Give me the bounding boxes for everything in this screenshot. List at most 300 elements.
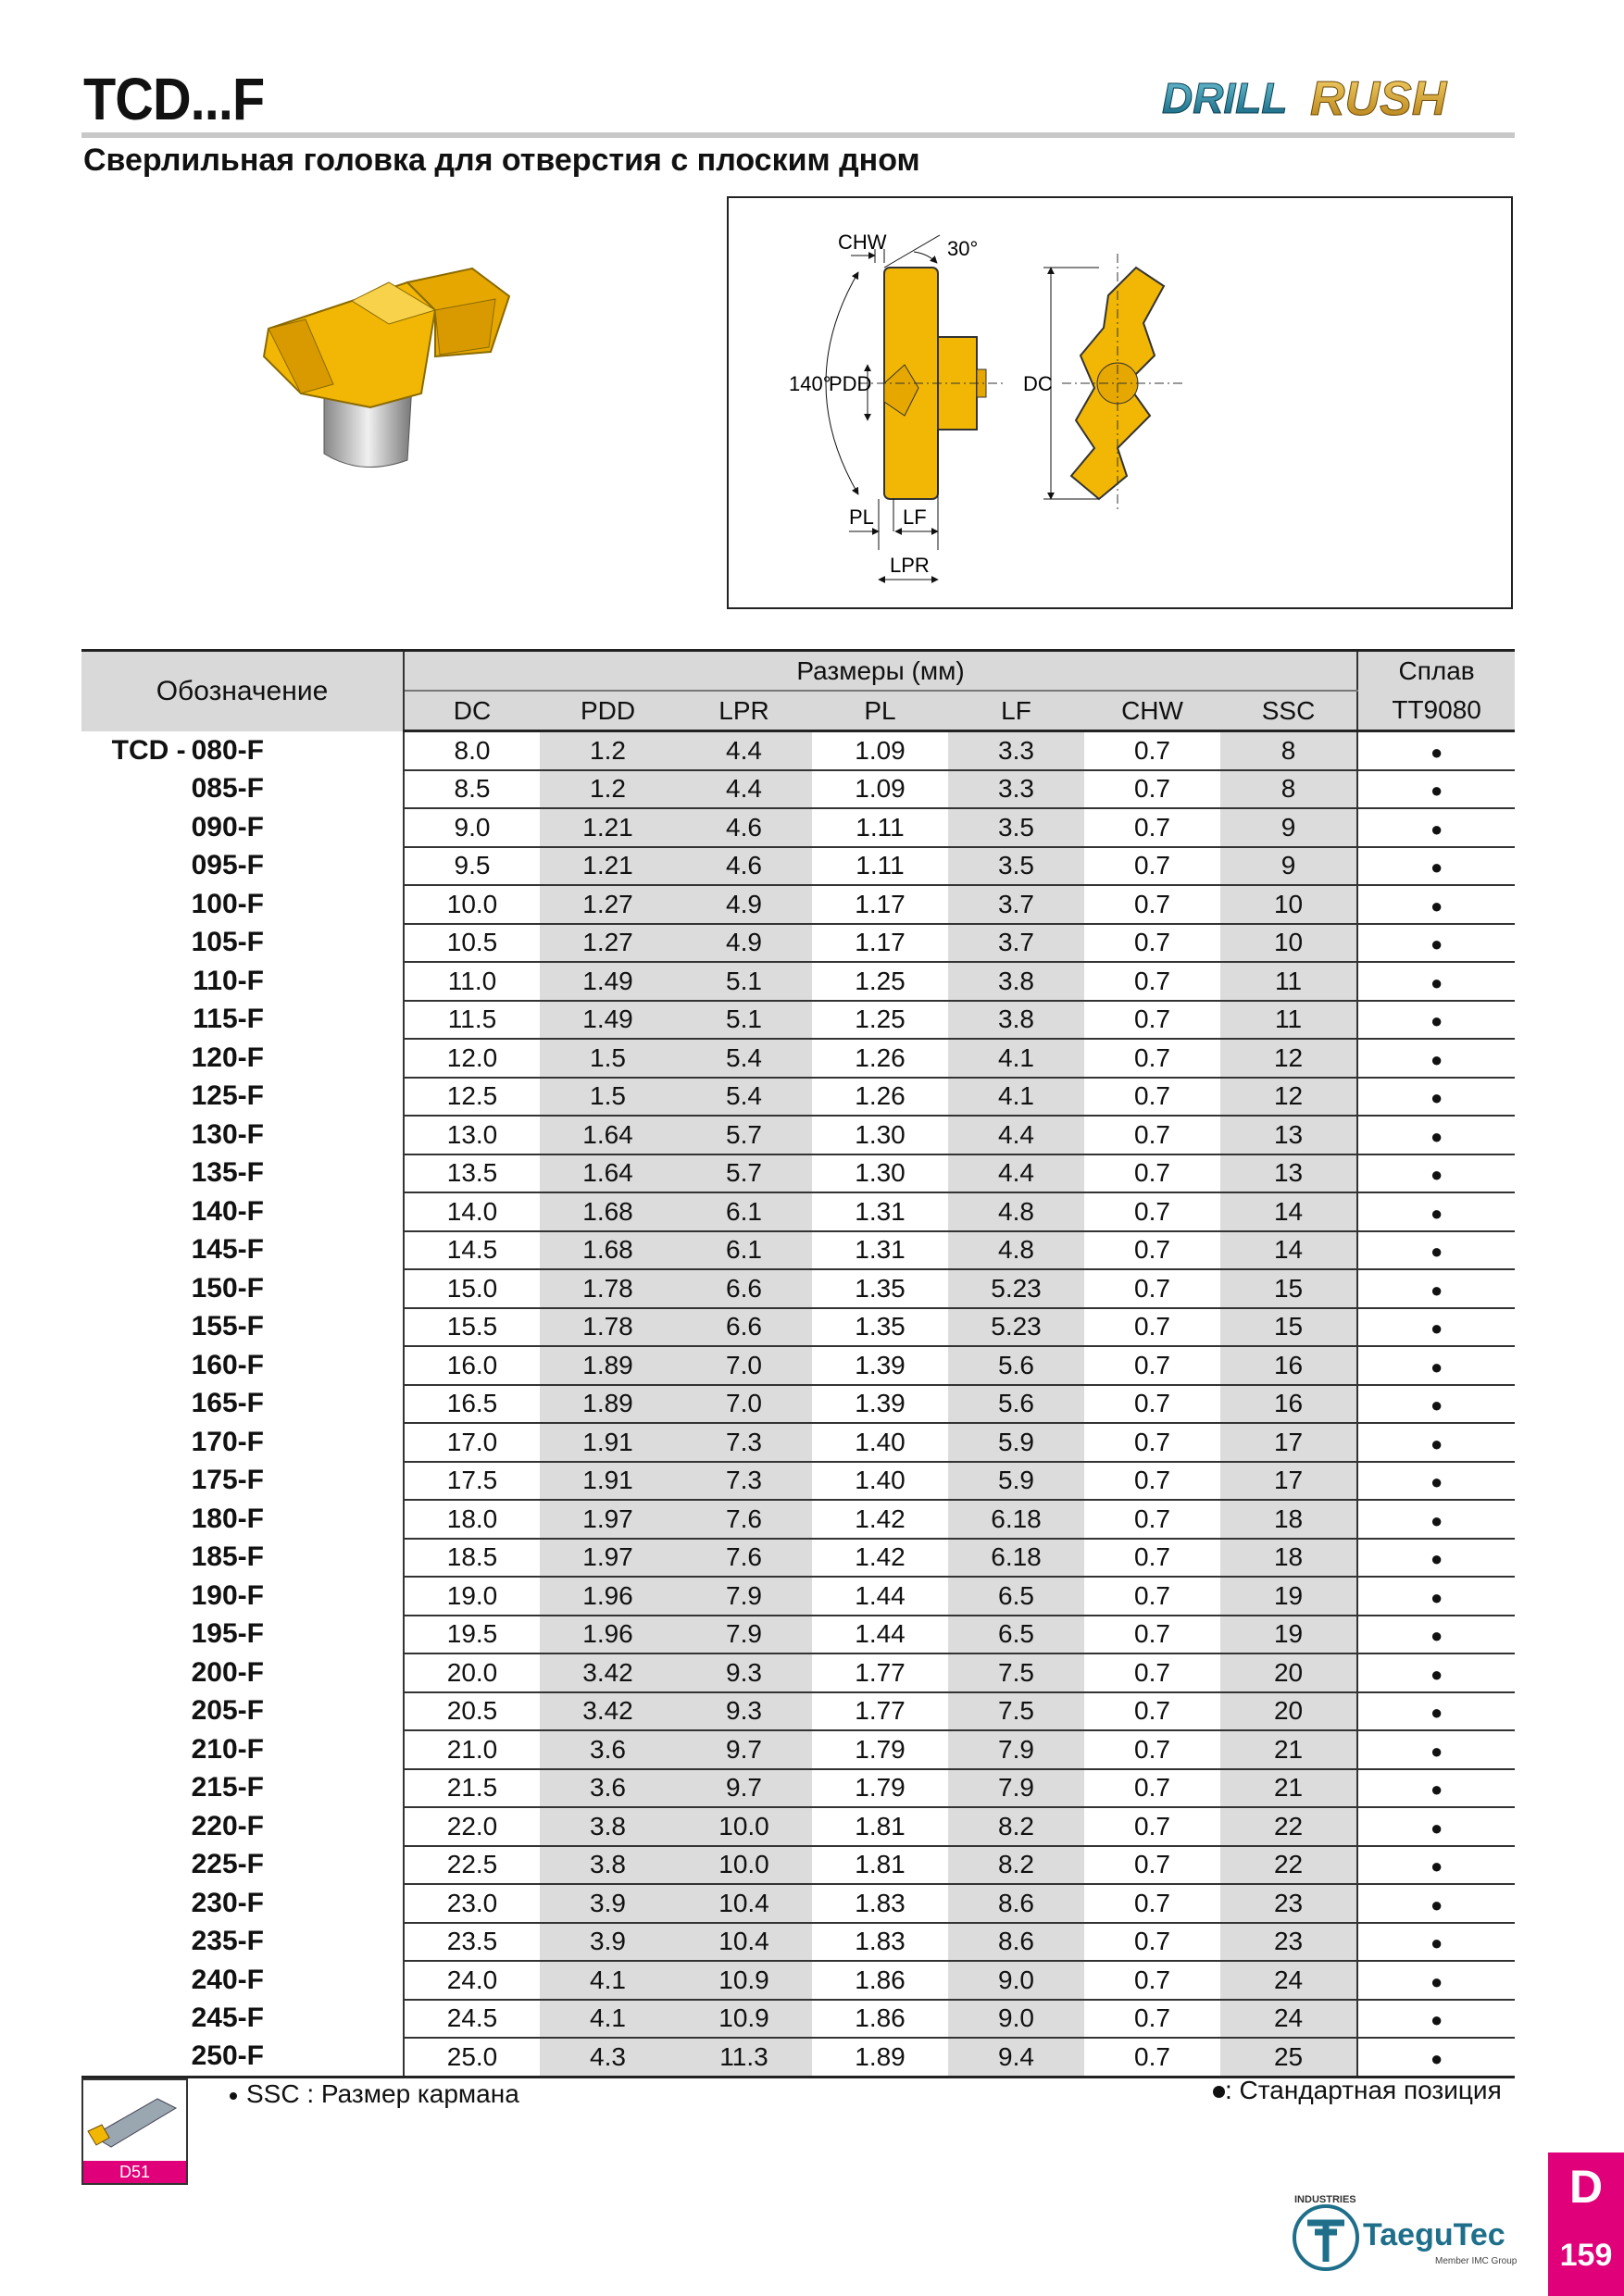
- cell-lf: 8.6: [948, 1884, 1084, 1923]
- cell-chw: 0.7: [1084, 2000, 1220, 2039]
- cell-lf: 4.1: [948, 1039, 1084, 1078]
- cell-dc: 18.5: [404, 1539, 540, 1578]
- cell-chw: 0.7: [1084, 1154, 1220, 1193]
- cell-chw: 0.7: [1084, 924, 1220, 963]
- cell-alloy-availability: [1357, 1769, 1515, 1808]
- cell-pl: 1.79: [812, 1769, 948, 1808]
- designation-cell: [81, 1539, 404, 1578]
- cell-pl: 1.44: [812, 1616, 948, 1654]
- standard-item-marker: ●: [1430, 932, 1443, 956]
- designation-cell: [81, 1423, 404, 1462]
- ssc-footnote: [230, 2079, 519, 2109]
- standard-item-marker: ●: [1430, 1163, 1443, 1187]
- cell-pl: 1.25: [812, 962, 948, 1001]
- section-tab[interactable]: [1548, 2152, 1624, 2296]
- cell-pdd: 1.2: [540, 770, 676, 809]
- designation-cell: [81, 847, 404, 886]
- cell-ssc: 10: [1220, 924, 1357, 963]
- cell-ssc: 13: [1220, 1116, 1357, 1154]
- cell-lf: 9.0: [948, 1961, 1084, 2000]
- designation-code: 150-F: [191, 1272, 264, 1304]
- cell-pl: 1.77: [812, 1653, 948, 1692]
- cell-dc: 20.0: [404, 1653, 540, 1692]
- cell-lf: 8.2: [948, 1807, 1084, 1846]
- designation-cell: [81, 2038, 404, 2077]
- cell-chw: 0.7: [1084, 1192, 1220, 1231]
- cell-chw: 0.7: [1084, 1884, 1220, 1923]
- cell-alloy-availability: [1357, 1577, 1515, 1616]
- cell-dc: 16.0: [404, 1346, 540, 1385]
- label-lpr: LPR: [890, 554, 930, 577]
- table-row: [81, 1154, 1515, 1193]
- cell-chw: 0.7: [1084, 2038, 1220, 2077]
- table-row: [81, 1769, 1515, 1808]
- designation-cell: [81, 885, 404, 924]
- cell-alloy-availability: [1357, 731, 1515, 770]
- standard-item-marker: ●: [1430, 1278, 1443, 1302]
- designation-cell: [81, 1961, 404, 2000]
- cell-dc: 9.0: [404, 808, 540, 847]
- designation-cell: [81, 1730, 404, 1769]
- cell-lpr: 4.6: [676, 808, 812, 847]
- cell-lf: 6.18: [948, 1500, 1084, 1539]
- table-row: [81, 1730, 1515, 1769]
- designation-code: 155-F: [191, 1311, 264, 1342]
- cell-alloy-availability: [1357, 1385, 1515, 1424]
- table-row: [81, 808, 1515, 847]
- cell-pdd: 1.68: [540, 1231, 676, 1270]
- table-row: [81, 1884, 1515, 1923]
- cell-dc: 19.5: [404, 1616, 540, 1654]
- table-row: [81, 1308, 1515, 1347]
- cell-pdd: 1.64: [540, 1116, 676, 1154]
- designation-cell: [81, 1269, 404, 1308]
- cell-pdd: 1.21: [540, 808, 676, 847]
- cell-lf: 7.5: [948, 1653, 1084, 1692]
- cell-pl: 1.35: [812, 1269, 948, 1308]
- cell-pdd: 4.1: [540, 2000, 676, 2039]
- cell-pdd: 3.9: [540, 1884, 676, 1923]
- cell-dc: 8.5: [404, 770, 540, 809]
- cell-chw: 0.7: [1084, 1078, 1220, 1117]
- cell-ssc: 9: [1220, 808, 1357, 847]
- cell-lpr: 7.3: [676, 1462, 812, 1501]
- cell-lf: 3.8: [948, 962, 1084, 1001]
- cell-pdd: 1.96: [540, 1616, 676, 1654]
- cell-dc: 16.5: [404, 1385, 540, 1424]
- designation-cell: [81, 770, 404, 809]
- cell-lf: 9.4: [948, 2038, 1084, 2077]
- section-letter: D: [1568, 2161, 1604, 2213]
- designation-cell: [81, 808, 404, 847]
- cell-pl: 1.31: [812, 1231, 948, 1270]
- designation-cell: [81, 1807, 404, 1846]
- cell-ssc: 19: [1220, 1577, 1357, 1616]
- cell-lf: 5.9: [948, 1462, 1084, 1501]
- cell-ssc: 18: [1220, 1500, 1357, 1539]
- cell-alloy-availability: [1357, 1500, 1515, 1539]
- cell-chw: 0.7: [1084, 1423, 1220, 1462]
- cell-lpr: 4.4: [676, 770, 812, 809]
- designation-code: 175-F: [191, 1465, 264, 1496]
- designation-prefix: TCD -: [111, 734, 186, 766]
- designation-code: 180-F: [191, 1503, 264, 1534]
- cell-ssc: 11: [1220, 962, 1357, 1001]
- standard-item-marker: ●: [1430, 1009, 1443, 1033]
- cell-dc: 15.0: [404, 1269, 540, 1308]
- cell-pdd: 3.6: [540, 1730, 676, 1769]
- standard-item-text: : Стандартная позиция: [1225, 2076, 1502, 2104]
- header-lf: LF: [948, 691, 1084, 731]
- cell-alloy-availability: [1357, 1001, 1515, 1040]
- table-row: [81, 885, 1515, 924]
- designation-cell: [81, 1923, 404, 1962]
- designation-code: 185-F: [191, 1541, 264, 1573]
- cell-pl: 1.83: [812, 1884, 948, 1923]
- dimension-diagram: [727, 196, 1513, 609]
- cell-pdd: 1.5: [540, 1078, 676, 1117]
- cell-dc: 20.5: [404, 1692, 540, 1731]
- cell-pdd: 1.78: [540, 1308, 676, 1347]
- designation-code: 120-F: [191, 1042, 264, 1073]
- cell-ssc: 22: [1220, 1846, 1357, 1885]
- designation-code: 085-F: [191, 773, 264, 805]
- designation-code: 240-F: [191, 1964, 264, 1995]
- standard-item-marker: ●: [1430, 1778, 1443, 1802]
- cell-ssc: 19: [1220, 1616, 1357, 1654]
- cell-lpr: 6.6: [676, 1269, 812, 1308]
- cell-dc: 12.0: [404, 1039, 540, 1078]
- designation-cell: [81, 1192, 404, 1231]
- table-row: [81, 1462, 1515, 1501]
- cell-lf: 7.5: [948, 1692, 1084, 1731]
- cell-alloy-availability: [1357, 1039, 1515, 1078]
- cell-dc: 22.0: [404, 1807, 540, 1846]
- cell-chw: 0.7: [1084, 1769, 1220, 1808]
- cell-pl: 1.30: [812, 1116, 948, 1154]
- cell-chw: 0.7: [1084, 1692, 1220, 1731]
- designation-cell: [81, 1500, 404, 1539]
- cell-alloy-availability: [1357, 1846, 1515, 1885]
- designation-code: 125-F: [191, 1080, 264, 1112]
- designation-cell: [81, 1616, 404, 1654]
- cell-ssc: 15: [1220, 1308, 1357, 1347]
- designation-code: 195-F: [191, 1618, 264, 1650]
- cell-ssc: 24: [1220, 1961, 1357, 2000]
- cell-pdd: 1.78: [540, 1269, 676, 1308]
- designation-cell: [81, 924, 404, 963]
- designation-cell: [81, 2000, 404, 2039]
- cell-alloy-availability: [1357, 1462, 1515, 1501]
- designation-code: 200-F: [191, 1656, 264, 1688]
- cell-chw: 0.7: [1084, 1577, 1220, 1616]
- cell-ssc: 20: [1220, 1653, 1357, 1692]
- cell-pdd: 1.97: [540, 1500, 676, 1539]
- cell-pl: 1.11: [812, 808, 948, 847]
- standard-item-marker: ●: [1430, 1201, 1443, 1225]
- cell-pdd: 1.96: [540, 1577, 676, 1616]
- cell-chw: 0.7: [1084, 1923, 1220, 1962]
- cell-alloy-availability: [1357, 1653, 1515, 1692]
- cell-alloy-availability: [1357, 1539, 1515, 1578]
- cell-pl: 1.40: [812, 1423, 948, 1462]
- cell-chw: 0.7: [1084, 885, 1220, 924]
- cell-lf: 3.5: [948, 847, 1084, 886]
- cell-pdd: 3.9: [540, 1923, 676, 1962]
- cell-alloy-availability: [1357, 1154, 1515, 1193]
- cell-chw: 0.7: [1084, 1462, 1220, 1501]
- table-row: [81, 1616, 1515, 1654]
- designation-cell: [81, 1308, 404, 1347]
- cell-lf: 8.2: [948, 1846, 1084, 1885]
- table-row: [81, 1231, 1515, 1270]
- standard-item-marker: ●: [1430, 1816, 1443, 1840]
- header-ssc: SSC: [1220, 691, 1357, 731]
- cell-ssc: 17: [1220, 1423, 1357, 1462]
- cell-dc: 13.5: [404, 1154, 540, 1193]
- cell-dc: 24.5: [404, 2000, 540, 2039]
- table-row: [81, 1001, 1515, 1040]
- cell-lpr: 5.4: [676, 1039, 812, 1078]
- header-dc: DC: [404, 691, 540, 731]
- standard-item-marker: ●: [1430, 1086, 1443, 1110]
- header-dimensions: Размеры (мм): [404, 651, 1357, 692]
- cell-ssc: 12: [1220, 1039, 1357, 1078]
- cell-alloy-availability: [1357, 962, 1515, 1001]
- cell-chw: 0.7: [1084, 808, 1220, 847]
- cell-chw: 0.7: [1084, 1269, 1220, 1308]
- cell-pl: 1.81: [812, 1807, 948, 1846]
- cell-pl: 1.83: [812, 1923, 948, 1962]
- cell-alloy-availability: [1357, 1231, 1515, 1270]
- cell-alloy-availability: [1357, 1961, 1515, 2000]
- cell-pl: 1.09: [812, 770, 948, 809]
- designation-cell: [81, 1039, 404, 1078]
- designation-code: 135-F: [191, 1157, 264, 1189]
- cell-pl: 1.26: [812, 1039, 948, 1078]
- table-row: [81, 2000, 1515, 2039]
- cell-lpr: 10.9: [676, 1961, 812, 2000]
- cell-dc: 18.0: [404, 1500, 540, 1539]
- cell-alloy-availability: [1357, 847, 1515, 886]
- table-row: [81, 1269, 1515, 1308]
- designation-code: 215-F: [191, 1772, 264, 1803]
- cell-ssc: 22: [1220, 1807, 1357, 1846]
- cell-lpr: 9.3: [676, 1692, 812, 1731]
- cell-lpr: 5.1: [676, 962, 812, 1001]
- standard-item-marker: ●: [1430, 1931, 1443, 1955]
- cell-pdd: 3.42: [540, 1692, 676, 1731]
- cell-lpr: 9.3: [676, 1653, 812, 1692]
- cell-chw: 0.7: [1084, 731, 1220, 770]
- cell-lpr: 10.0: [676, 1807, 812, 1846]
- header-chw: CHW: [1084, 691, 1220, 731]
- cell-pdd: 1.89: [540, 1385, 676, 1424]
- cell-chw: 0.7: [1084, 962, 1220, 1001]
- table-row: [81, 962, 1515, 1001]
- header-lpr: LPR: [676, 691, 812, 731]
- standard-item-marker: ●: [1430, 1470, 1443, 1494]
- designation-cell: [81, 1846, 404, 1885]
- cell-lpr: 5.1: [676, 1001, 812, 1040]
- cell-chw: 0.7: [1084, 1653, 1220, 1692]
- standard-item-marker: ●: [1430, 1739, 1443, 1763]
- cell-alloy-availability: [1357, 1346, 1515, 1385]
- cell-lf: 6.18: [948, 1539, 1084, 1578]
- cell-ssc: 24: [1220, 2000, 1357, 2039]
- cell-pl: 1.35: [812, 1308, 948, 1347]
- designation-cell: [81, 1769, 404, 1808]
- standard-item-marker: ●: [1430, 1240, 1443, 1264]
- cell-ssc: 14: [1220, 1192, 1357, 1231]
- standard-item-marker: ●: [1430, 817, 1443, 841]
- header-alloy-group: Сплав: [1357, 651, 1515, 692]
- cell-lf: 5.9: [948, 1423, 1084, 1462]
- standard-item-marker: ●: [1430, 1316, 1443, 1341]
- cell-pdd: 3.6: [540, 1769, 676, 1808]
- cell-lf: 3.3: [948, 731, 1084, 770]
- standard-item-marker: ●: [1430, 1431, 1443, 1455]
- cell-lpr: 4.6: [676, 847, 812, 886]
- cell-lpr: 5.7: [676, 1154, 812, 1193]
- standard-item-marker: ●: [1430, 1393, 1443, 1417]
- cell-chw: 0.7: [1084, 1730, 1220, 1769]
- spec-table: [81, 649, 1515, 2078]
- designation-code: 140-F: [191, 1195, 264, 1227]
- designation-cell: [81, 1154, 404, 1193]
- cell-ssc: 13: [1220, 1154, 1357, 1193]
- cell-ssc: 16: [1220, 1385, 1357, 1424]
- cell-pl: 1.86: [812, 2000, 948, 2039]
- cell-pl: 1.39: [812, 1346, 948, 1385]
- cell-lpr: 6.6: [676, 1308, 812, 1347]
- cell-ssc: 8: [1220, 770, 1357, 809]
- cell-pl: 1.31: [812, 1192, 948, 1231]
- standard-item-marker: ●: [1430, 2046, 1443, 2070]
- designation-cell: [81, 1116, 404, 1154]
- cell-pl: 1.39: [812, 1385, 948, 1424]
- cell-dc: 22.5: [404, 1846, 540, 1885]
- cell-ssc: 21: [1220, 1730, 1357, 1769]
- cell-dc: 19.0: [404, 1577, 540, 1616]
- cell-pl: 1.44: [812, 1577, 948, 1616]
- table-row: [81, 1078, 1515, 1117]
- cell-alloy-availability: [1357, 1078, 1515, 1117]
- cell-lpr: 10.0: [676, 1846, 812, 1885]
- reference-thumbnail[interactable]: [81, 2078, 188, 2185]
- designation-code: 145-F: [191, 1234, 264, 1266]
- cell-pdd: 4.1: [540, 1961, 676, 2000]
- designation-code: 190-F: [191, 1579, 264, 1611]
- designation-code: 105-F: [191, 927, 264, 958]
- cell-alloy-availability: [1357, 770, 1515, 809]
- table-row: [81, 1923, 1515, 1962]
- cell-pdd: 1.21: [540, 847, 676, 886]
- cell-alloy-availability: [1357, 808, 1515, 847]
- cell-alloy-availability: [1357, 1884, 1515, 1923]
- table-row: [81, 1116, 1515, 1154]
- cell-pl: 1.17: [812, 924, 948, 963]
- cell-pl: 1.42: [812, 1500, 948, 1539]
- cell-lpr: 5.7: [676, 1116, 812, 1154]
- cell-ssc: 8: [1220, 731, 1357, 770]
- cell-lf: 4.4: [948, 1116, 1084, 1154]
- standard-item-marker: ●: [1430, 779, 1443, 803]
- standard-item-marker: ●: [1430, 1624, 1443, 1648]
- cell-lf: 6.5: [948, 1616, 1084, 1654]
- table-row: [81, 731, 1515, 770]
- standard-item-marker: ●: [1430, 740, 1443, 764]
- designation-cell: [81, 1884, 404, 1923]
- header-designation: Обозначение: [81, 651, 404, 731]
- cell-alloy-availability: [1357, 1923, 1515, 1962]
- cell-lpr: 7.6: [676, 1500, 812, 1539]
- cell-dc: 10.5: [404, 924, 540, 963]
- cell-lpr: 10.9: [676, 2000, 812, 2039]
- logo-text: TaeguTec: [1363, 2217, 1505, 2252]
- designation-code: 130-F: [191, 1118, 264, 1150]
- designation-code: 115-F: [193, 1004, 264, 1035]
- cell-lpr: 7.3: [676, 1423, 812, 1462]
- cell-pdd: 1.27: [540, 924, 676, 963]
- cell-pl: 1.26: [812, 1078, 948, 1117]
- designation-code: 245-F: [191, 2003, 264, 2034]
- cell-lf: 6.5: [948, 1577, 1084, 1616]
- cell-ssc: 15: [1220, 1269, 1357, 1308]
- cell-dc: 24.0: [404, 1961, 540, 2000]
- cell-chw: 0.7: [1084, 1001, 1220, 1040]
- label-pl: PL: [849, 505, 874, 529]
- cell-dc: 15.5: [404, 1308, 540, 1347]
- cell-pl: 1.30: [812, 1154, 948, 1193]
- label-angle-140: 140°: [789, 372, 831, 395]
- cell-alloy-availability: [1357, 1692, 1515, 1731]
- logo-member-text: Member IMC Group: [1435, 2256, 1518, 2266]
- cell-pl: 1.81: [812, 1846, 948, 1885]
- designation-cell: [81, 731, 404, 770]
- designation-code: 080-F: [191, 734, 264, 766]
- cell-lf: 3.8: [948, 1001, 1084, 1040]
- standard-item-marker: ●: [1430, 970, 1443, 994]
- cell-pdd: 1.91: [540, 1462, 676, 1501]
- standard-item-marker: ●: [1430, 1047, 1443, 1071]
- designation-code: 110-F: [193, 965, 264, 996]
- designation-code: 210-F: [191, 1733, 264, 1765]
- cell-lpr: 10.4: [676, 1923, 812, 1962]
- cell-lpr: 7.9: [676, 1616, 812, 1654]
- cell-lpr: 6.1: [676, 1192, 812, 1231]
- cell-lf: 4.1: [948, 1078, 1084, 1117]
- cell-dc: 17.5: [404, 1462, 540, 1501]
- drillrush-logo: [1153, 67, 1514, 131]
- cell-lf: 5.23: [948, 1269, 1084, 1308]
- cell-pl: 1.09: [812, 731, 948, 770]
- table-row: [81, 1577, 1515, 1616]
- cell-lf: 4.8: [948, 1192, 1084, 1231]
- standard-item-marker: ●: [1430, 2008, 1443, 2032]
- cell-pdd: 1.64: [540, 1154, 676, 1193]
- designation-cell: [81, 1692, 404, 1731]
- label-angle-30: 30°: [947, 237, 979, 260]
- header-alloy: TT9080: [1357, 691, 1515, 731]
- standard-item-marker: ●: [1430, 1547, 1443, 1571]
- cell-ssc: 11: [1220, 1001, 1357, 1040]
- cell-pdd: 1.89: [540, 1346, 676, 1385]
- table-row: [81, 1346, 1515, 1385]
- cell-chw: 0.7: [1084, 1616, 1220, 1654]
- cell-chw: 0.7: [1084, 1807, 1220, 1846]
- cell-lpr: 7.0: [676, 1346, 812, 1385]
